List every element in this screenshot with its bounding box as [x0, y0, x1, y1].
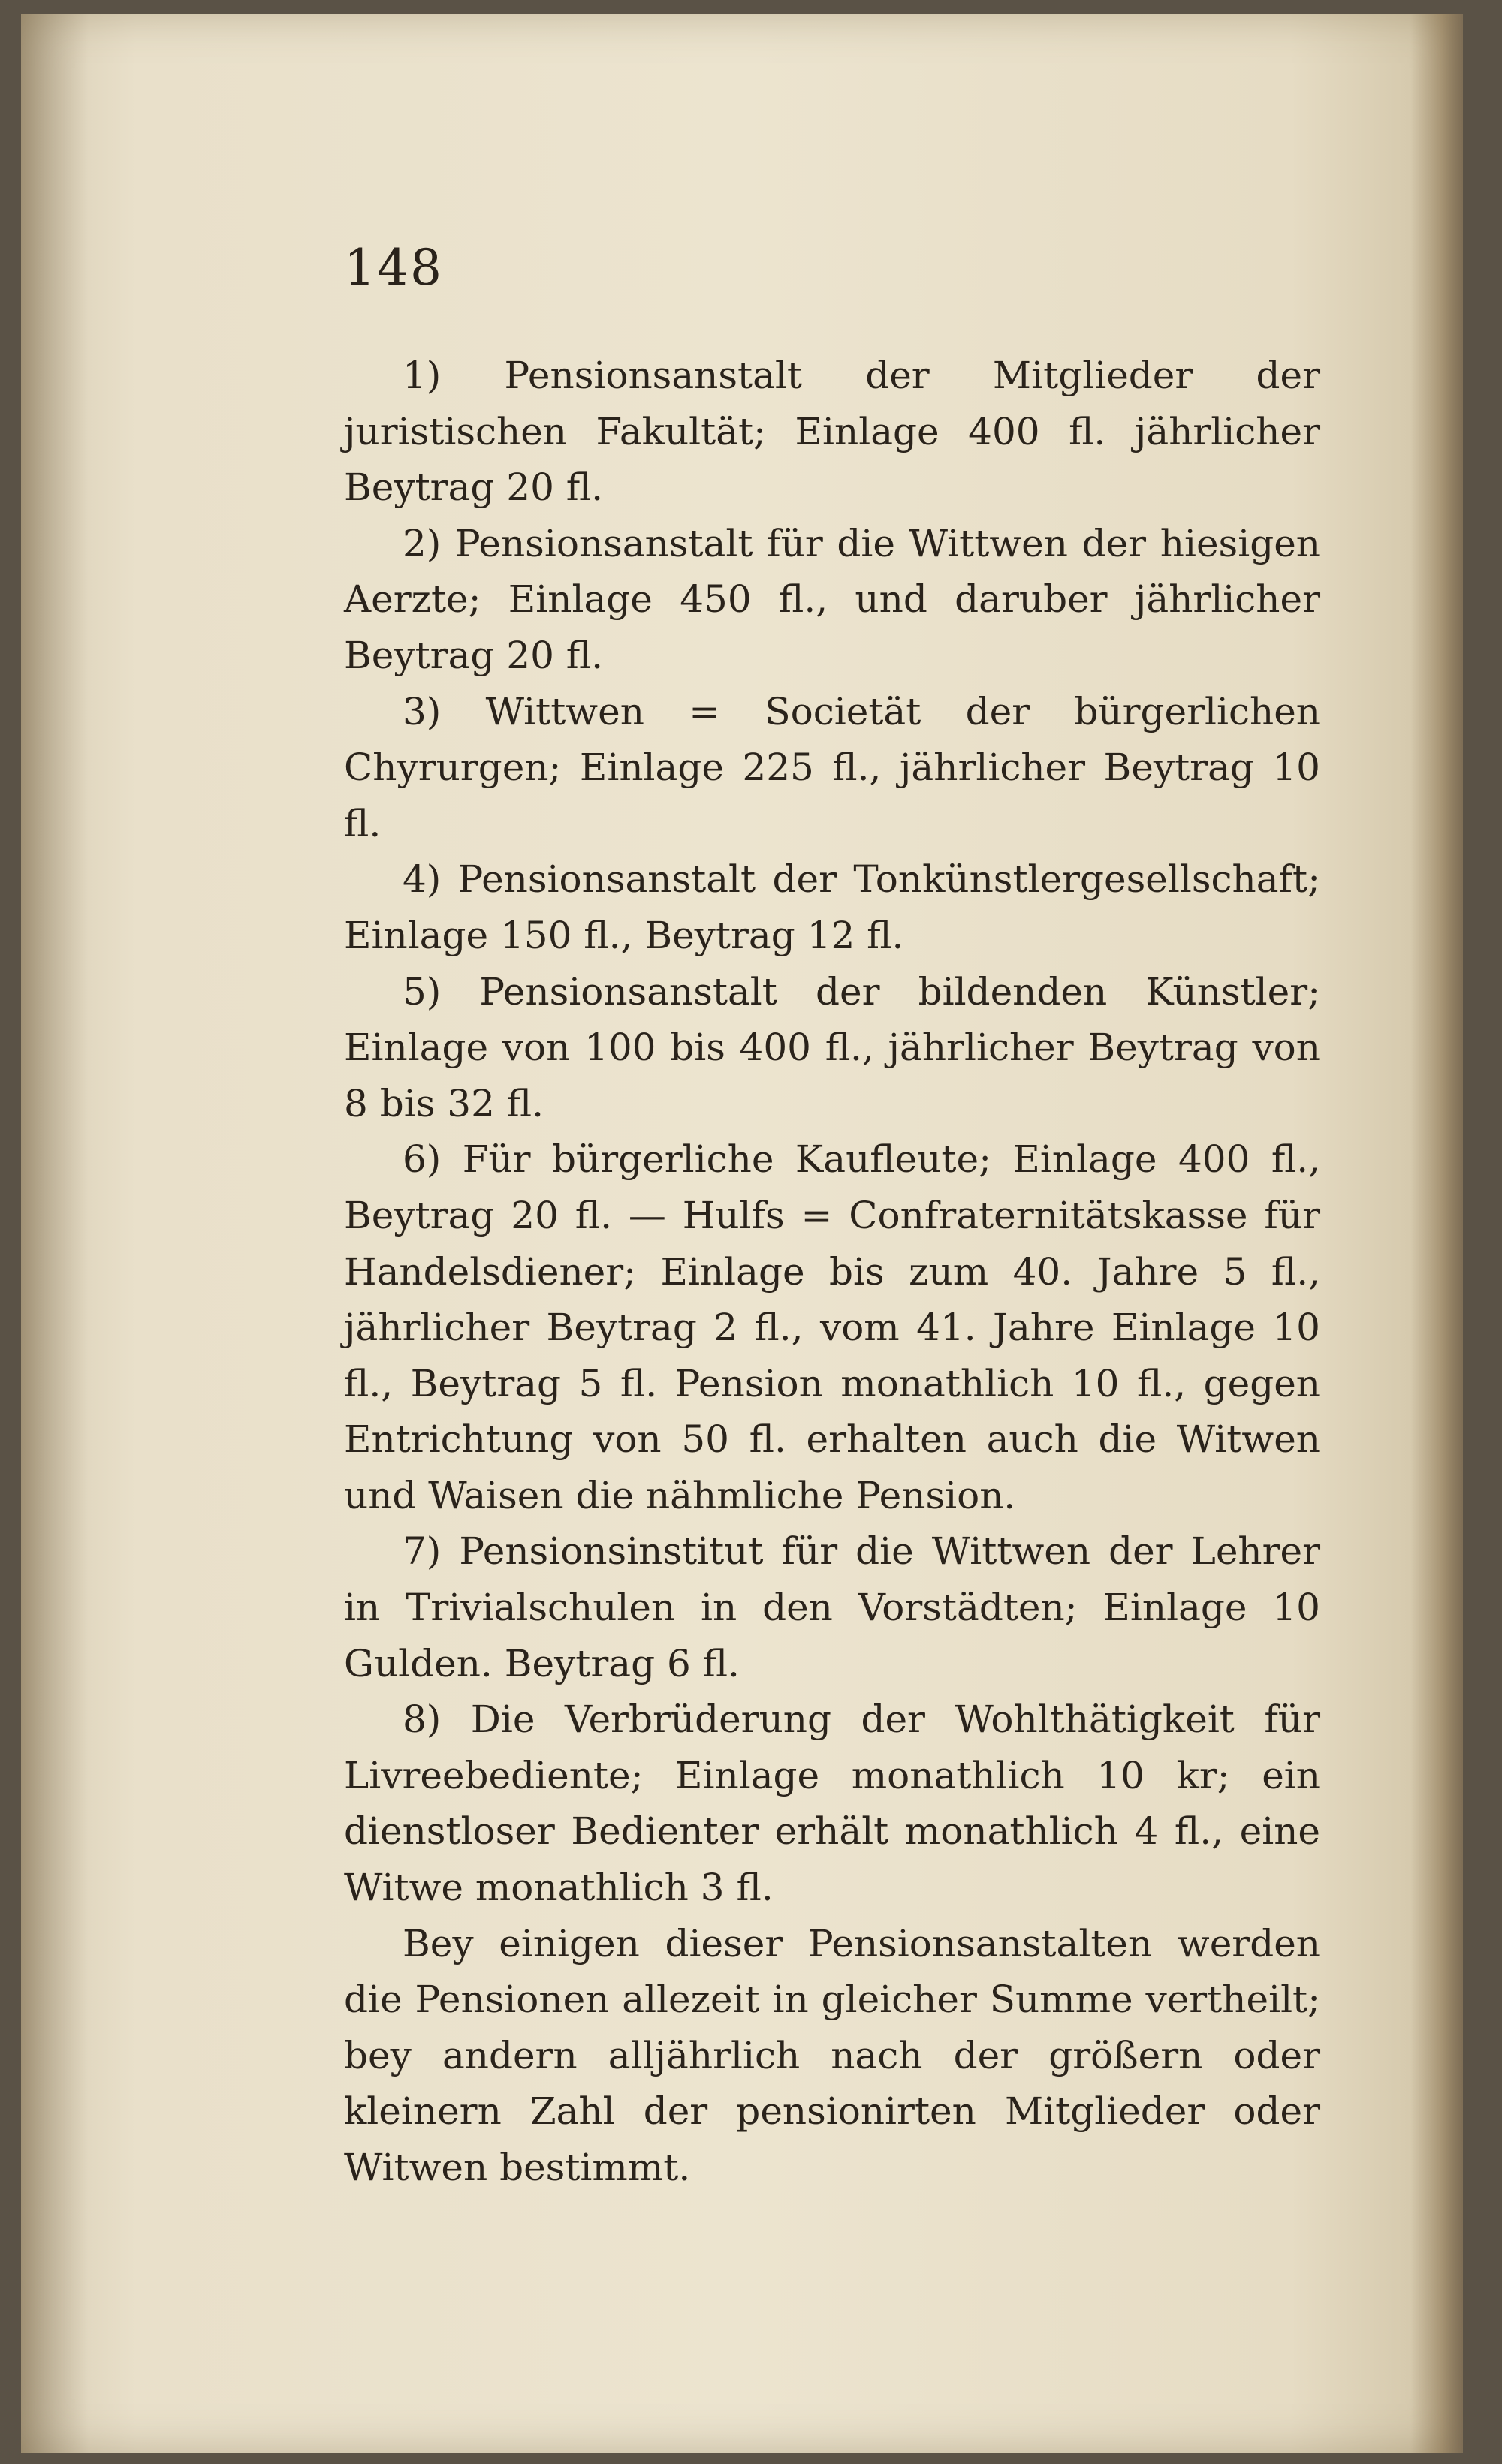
paragraph-item-7: 7) Pensionsinstitut für die Wittwen der Lehrer in Trivialschulen in den Vorstädten; Einlage 10 Gulden. Beytrag 6 fl.: [344, 1529, 1320, 1685]
paragraph-closing: Bey einigen dieser Pensionsanstalten werden die Pensionen allezeit in gleicher Summe vertheilt; bey andern alljährlich nach der größern oder kleinern Zahl der pensionirten Mitglieder oder Witwen bestimmt.: [344, 1921, 1320, 2189]
paragraph-item-5: 5) Pensionsanstalt der bildenden Künstler; Einlage von 100 bis 400 fl., jährlicher Beytrag von 8 bis 32 fl.: [344, 969, 1320, 1125]
text-block: [344, 348, 1320, 2196]
paragraph-item-8: 8) Die Verbrüderung der Wohlthätigkeit für Livreebediente; Einlage monathlich 10 kr; ein dienstloser Bedienter erhält monathlich 4 fl., eine Witwe monathlich 3 fl.: [344, 1697, 1320, 1910]
page-edge: [1410, 14, 1463, 2453]
paragraph-item-1: 1) Pensionsanstalt der Mitglieder der juristischen Fakultät; Einlage 400 fl. jährlicher Beytrag 20 fl.: [344, 354, 1320, 510]
page-number: 148: [344, 239, 443, 297]
paragraph-item-2: 2) Pensionsanstalt für die Wittwen der hiesigen Aerzte; Einlage 450 fl., und daruber jährlicher Beytrag 20 fl.: [344, 521, 1320, 677]
paragraph-item-3: 3) Wittwen = Societät der bürgerlichen Chyrurgen; Einlage 225 fl., jährlicher Beytrag 10 fl.: [344, 689, 1320, 845]
paragraph-item-4: 4) Pensionsanstalt der Tonkünstlergesellschaft; Einlage 150 fl., Beytrag 12 fl.: [344, 857, 1320, 957]
paragraph-item-6: 6) Für bürgerliche Kaufleute; Einlage 400 fl., Beytrag 20 fl. — Hulfs = Confraternitätskasse für Handelsdiener; Einlage bis zum 40. Jahre 5 fl., jährlicher Beytrag 2 fl., vom 41. Jahre Einlage 10 fl., Beytrag 5 fl. Pension monathlich 10 fl., gegen Entrichtung von 50 fl. erhalten auch die Witwen und Waisen die nähmliche Pension.: [344, 1137, 1320, 1517]
book-page: [21, 14, 1463, 2453]
page-gutter-shadow: [21, 14, 89, 2453]
